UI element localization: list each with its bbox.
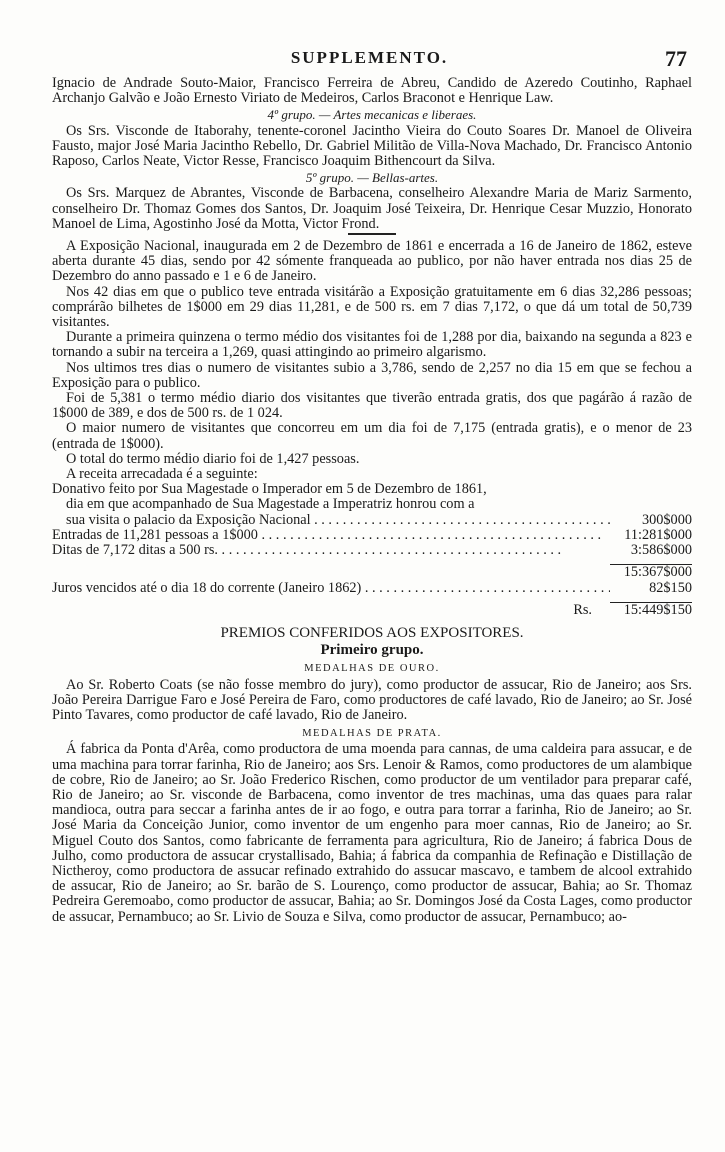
group-5-members: Os Srs. Marquez de Abrantes, Visconde de Barbacena, conselheiro Alexandre Maria de Mariz Sarmento, conselheiro Dr. Thomaz Gomes dos Santos, Dr. Joaquim José Teixeira, Dr. Henrique Cesar Muzzio, Honorato Manoel de Lima, Agostinho José da Motta, Victor Frond.	[52, 185, 692, 232]
interest-row	[52, 581, 692, 596]
entries-500-row	[52, 543, 692, 558]
donation-amount: 300$000	[641, 511, 692, 528]
subtotal-amount: 15:367$000	[610, 564, 692, 580]
running-title: SUPPLEMENTO.	[290, 48, 449, 67]
entries-500-label: Ditas de 7,172 ditas a 500 rs. . . .	[52, 543, 610, 558]
receipts-intro: A receita arrecadada é a seguinte:	[66, 466, 258, 483]
gold-medals-text: Ao Sr. Roberto Coats (se não fosse membro do jury), como productor de assucar, Rio de Janeiro; aos Srs. João Pereira Darrigue Faro e José Pereira de Faro, como productores de café lavado, Rio de Janeiro; ao Sr. José Pinto Tavares, como productor de café lavado, Rio de Janeiro.	[52, 676, 692, 723]
donation-line-3: sua visita o palacio da Exposição Nacional . . .	[66, 513, 610, 528]
interest-amount: 82$150	[649, 579, 692, 596]
total-row	[52, 602, 692, 618]
group-5-heading: 5º grupo. — Bellas-artes.	[305, 170, 439, 186]
last-days-visitors: Nos ultimos tres dias o numero de visitantes subio a 3,786, sendo de 2,257 no dia 15 em que se fechou a Exposição para o publico.	[52, 359, 692, 391]
page-header	[52, 48, 687, 74]
interest-label: Juros vencidos até o dia 18 do corrente (Janeiro 1862) . . .	[52, 581, 610, 596]
section-rule	[348, 233, 396, 235]
entries-1000-row	[52, 528, 692, 543]
donation-line-2: dia em que acompanhado de Sua Magestade a Imperatriz honrou com a	[66, 496, 475, 513]
prizes-group-heading: Primeiro grupo.	[320, 642, 424, 659]
total-amount: 15:449$150	[610, 602, 692, 618]
visitor-totals: Nos 42 dias em que o publico teve entrada visitárão a Exposição gratuitamente em 6 dias 32,286 pessoas; comprárão bilhetes de 1$000 em 29 dias 11,281, e de 500 rs. em 7 dias 7,172, o que dá um total de 50,739 visitantes.	[52, 283, 692, 331]
group-4-members: Os Srs. Visconde de Itaborahy, tenente-coronel Jacintho Vieira do Couto Soares Dr. Manoel de Oliveira Fausto, major José Maria Jacintho Rebello, Dr. Gabriel Militão de Villa-Nova Machado, Dr. Francisco Antonio Raposo, Carlos Neate, Victor Resse, Francisco Joaquim Bithencourt da Silva.	[52, 122, 692, 170]
silver-medals-heading: MEDALHAS DE PRATA.	[302, 728, 442, 740]
fortnight-averages: Durante a primeira quinzena o termo médio dos visitantes foi de 1,288 por dia, baixando na segunda a 823 e tornando a subir na terceira a 1,269, quasi attingindo ao primeiro algarismo.	[52, 329, 692, 361]
subtotal-row	[52, 564, 692, 580]
exposition-dates: A Exposição Nacional, inaugurada em 2 de Dezembro de 1861 e encerrada a 16 de Janeiro de 1862, esteve aberta durante 45 dias, sendo por 42 sómente franqueada ao publico, por não haver entrada nos dias 25 de Dezembro do anno passado e 1 e 6 de Janeiro.	[52, 238, 692, 285]
donation-line-1: Donativo feito por Sua Magestade o Imperador em 5 de Dezembro de 1861,	[52, 481, 487, 498]
entries-1000-label: Entradas de 11,281 pessoas a 1$000 . . .	[52, 528, 610, 543]
page-number: 77	[665, 46, 687, 71]
donation-row	[52, 513, 692, 528]
silver-medals-text: Á fabrica da Ponta d'Arêa, como productora de uma moenda para cannas, de uma caldeira para assucar, e de uma machina para torrar farinha, Rio de Janeiro; aos Srs. Lenoir & Ramos, como productores de um alambique de cobre, Rio de Janeiro; ao Sr. João Frederico Rischen, como productor de um ventilador para preparar café, Rio de Janeiro; ao Sr. visconde de Barbacena, como inventor de tres machinas, uma das quaes para ralar mandioca, outra para seccar a farinha antes de ir ao fogo, e outra para torrar a farinha, Rio de Janeiro; ao Sr. José Maria da Conceição Junior, como inventor de um engenho para moer cannas, Rio de Janeiro; ao Sr. Miguel Couto dos Santos, como fabricante de ferramenta para agricultura, Rio de Janeiro; á fabrica Dous de Julho, como productora de assucar crystallisado, Bahia; á fabrica da companhia de Refinação e Distillação de Nictheroy, como productora de assucar refinado extrahido do assucar mascavo, e tambem de alcool extrahido de assucar, Rio de Janeiro; ao Sr. barão de S. Lourenço, como productor de assucar, Bahia; ao Sr. Thomaz Pedreira Geremoabo, como productor de assucar, Bahia; ao Sr. Domingos José da Costa Lages, como productor de assucar, Pernambuco; ao Sr. Livio de Souza e Silva, como productor de assucar, Pernambuco; ao-	[52, 741, 692, 925]
prizes-title: PREMIOS CONFERIDOS AOS EXPOSITORES.	[220, 624, 524, 641]
daily-average-by-entry: Foi de 5,381 o termo médio diario dos visitantes que tiverão entrada gratis, dos que pagárão á razão de 1$000 de 389, e dos de 500 rs. de 1 024.	[52, 390, 692, 422]
page-body	[52, 76, 692, 925]
max-min-visitors: O maior numero de visitantes que concorreu em um dia foi de 7,175 (entrada gratis), e o menor de 23 (entrada de 1$000).	[52, 420, 692, 452]
group-4-heading: 4º grupo. — Artes mecanicas e liberaes.	[267, 107, 477, 123]
jury-list-continuation: Ignacio de Andrade Souto-Maior, Francisco Ferreira de Abreu, Candido de Azeredo Coutinho, Raphael Archanjo Galvão e João Ernesto Viriato de Medeiros, Carlos Braconot e Henrique Law.	[52, 75, 692, 107]
total-daily-average: O total do termo médio diario foi de 1,427 pessoas.	[66, 450, 360, 467]
receipts-table	[52, 482, 692, 618]
gold-medals-heading: MEDALHAS DE OURO.	[304, 663, 440, 675]
entries-1000-amount: 11:281$000	[624, 526, 692, 543]
total-label: Rs.	[573, 601, 592, 618]
entries-500-amount: 3:586$000	[630, 542, 692, 559]
